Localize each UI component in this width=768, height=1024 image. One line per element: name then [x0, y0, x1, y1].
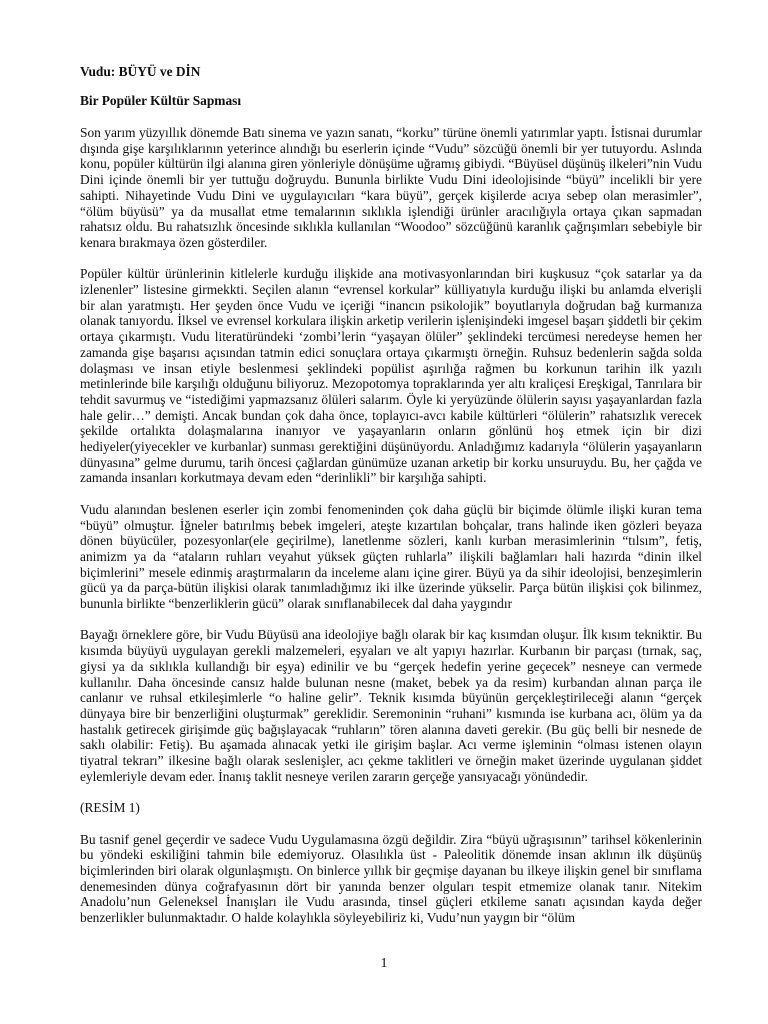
- page-number: 1: [380, 956, 388, 971]
- document-subtitle: Bir Popüler Kültür Sapması: [80, 93, 242, 108]
- document-title: Vudu: BÜYÜ ve DİN: [80, 64, 201, 79]
- paragraph-5: Bu tasnif genel geçerdir ve sadece Vudu Uygulamasına özgü değildir. Zira “büyü uğraşısının” tarihsel kökenlerinin bu yöndeki eskiliğini tahmin bile edemiyoruz. Olasılıkla üst - Paleolitik dönemde insan aklının ilk düşünüş biçimlerinden biri olarak olgunlaşmıştı. On binlerce yıllık bir geçmişe dayanan bu ilkeye ilişkin genel bir sınıflama denemesinden dünya coğrafyasının dört bir yanında benzer olguları tespit etmemize olanak tanır. Nitekim Anadolu’nun Geleneksel İnanışları ile Vudu arasında, tinsel güçleri etkileme sanatı açısından kayda değer benzerlikler bulunmaktadır. O halde kolaylıkla söyleyebiliriz ki, Vudu’nun yaygın bir “ölüm: [80, 831, 702, 926]
- paragraph-1: Son yarım yüzyıllık dönemde Batı sinema ve yazın sanatı, “korku” türüne önemli yatırımlar yaptı. İstisnai durumlar dışında gişe karşılıklarının yeterince alındığı bu eserlerin içinde “Vudu” sözcüğü önemli bir yer tutuyordu. Aslında konu, popüler kültürün ilgi alanına giren yönleriyle dönüşüme uğramış gibiydi. “Büyüsel düşünüş ilkeleri”nin Vudu Dini içinde önemli bir yer tuttuğu doğruydu. Bununla birlikte Vudu Dini ideolojisinde “büyü” incelikli bir yere sahipti. Nihayetinde Vudu Dini ve uygulayıcıları “kara büyü”, gerçek kişilerde acıya sebep olan merasimler”, “ölüm büyüsü” ya da musallat etme temalarının sıklıkla işlendiği ürünler aracılığıyla ortaya çıkan sapmadan rahatsız oldu. Bu rahatsızlık öncesinde sıklıkla kullanılan “Woodoo” sözcüğünü karanlık çağrışımları sebebiyle bir kenara bırakmaya özen gösterdiler.: [80, 125, 702, 250]
- figure-reference: (RESİM 1): [80, 800, 140, 816]
- paragraph-2: Popüler kültür ürünlerinin kitlelerle kurduğu ilişkide ana motivasyonlarından biri kuşkusuz “çok satarlar ya da izlenenler” listesine girmekkti. Seçilen alanın “evrensel korkular” külliyatıyla kurduğu ilişki bu anlamda elverişli bir alan yaratmıştı. Her şeyden önce Vudu ve içeriği “inancın psikolojik” boyutlarıyla doğrudan bağ kurmanıza olanak tanıyordu. İlksel ve evrensel korkulara ilişkin arketip verilerin işlenişindeki imgesel başarı şiddetli bir çekim ortaya çıkarmıştı. Vudu literatüründeki ‘zombi’lerin “yaşayan ölüler” şeklindeki tercümesi neredeyse hemen her zamanda gişe başarısı açısından tatmin edici sonuçlara ortaya çıkarmıştı örneğin. Ruhsuz bedenlerin sağda solda dolaşması ve insan etiyle beslenmesi şeklindeki popülist aşırılığa rağmen bu korkunun tarihin ilk yazılı metinlerinde bile karşılığı olduğunu biliyoruz. Mezopotomya topraklarında yer altı kraliçesi Ereşkigal, Tanrılara bir tehdit savurmuş ve “istediğimi yapmazsanız ölüleri salarım. Öyle ki yeryüzünde ölülerin sayısı yaşayanlardan fazla hale gelir…” demişti. Ancak bundan çok daha önce, toplayıcı-avcı kabile kültürleri “ölülerin” rahatsızlık verecek şekilde ortalıkta dolaşmalarına inanıyor ve yaşayanların onların gönlünü hoş etmek için bir dizi hediyeler(yiyecekler ve kurbanlar) sunması gerektiğini düşünüyordu. Anladığımız kadarıyla “ölülerin yaşayanların dünyasına” gelme durumu, tarih öncesi çağlardan günümüze uzanan arketip bir korku unsuruydu. Bu, her çağda ve zamanda insanları korkutmaya devam eden “derinlikli” bir karşılığa sahipti.: [80, 266, 702, 486]
- paragraph-3: Vudu alanından beslenen eserler için zombi fenomeninden çok daha güçlü bir biçimde ölümle ilişki kuran tema “büyü” olmuştur. İğneler batırılmış bebek imgeleri, ateşte kızartılan bohçalar, trans halinde iken gözleri beyaza dönen büyücüler, pozesyonlar(ele geçirilme), lanetlenme sözleri, kanlı kurban merasimlerinin “tılsım”, fetiş, animizm ya da “ataların ruhları veyahut yüksek güçten ruhlarla” ilişkili bağlamları hali hazırda “dinin ilkel biçimlerini” mesele edinmiş araştırmaların da inceleme alanı içine girer. Büyü ya da sihir ideolojisi, benzeşimlerin gücü ya da parça-bütün ilişkisi olarak tanımladığımız iki ilke üzerinde yükselir. Parça bütün ilişkisi çok bilinmez, bununla birlikte “benzerliklerin gücü” olarak sınıflanabilecek dal daha yaygındır: [80, 501, 702, 612]
- paragraph-4: Bayağı örneklere göre, bir Vudu Büyüsü ana ideolojiye bağlı olarak bir kaç kısımdan oluşur. İlk kısım tekniktir. Bu kısımda büyüyü uygulayan gerekli malzemeleri, eşyaları ve alt yapıyı hazırlar. Kurbanın bir parçası (tırnak, saç, giysi ya da sıklıkla kullandığı bir eşya) edinilir ve bu “gerçek hedefin yerine geçecek” nesneye can vermede kullanılır. Daha öncesinde cansız halde bulunan nesne (maket, bebek ya da resim) kurbandan alınan parça ile canlanır ve ruhsal etkileşimlerle “o haline gelir”. Teknik kısımda büyünün gerçekleştirileceği alanın “gerçek dünyaya bire bir benzerliğini oluşturmak” gereklidir. Seremoninin “ruhani” kısmında ise kurbana acı, ölüm ya da hastalık getirecek girişimde güç bağışlayacak “ruhların” tören alanına daveti gerekir. (Bu güç belli bir nesnede de saklı olabilir: Fetiş). Bu aşamada alınacak yetki ile girişim başlar. Acı verme işleminin “olması istenen olayın tiyatral tekrarı” ilkesine bağlı olarak seslenişler, acı çekme taklitleri ve örneğin maket üzerinde uygulanan şiddet eylemleriyle devam eder. İnanış taklit nesneye verilen zararın gerçeğe yansıyacağı yönündedir.: [80, 627, 702, 784]
